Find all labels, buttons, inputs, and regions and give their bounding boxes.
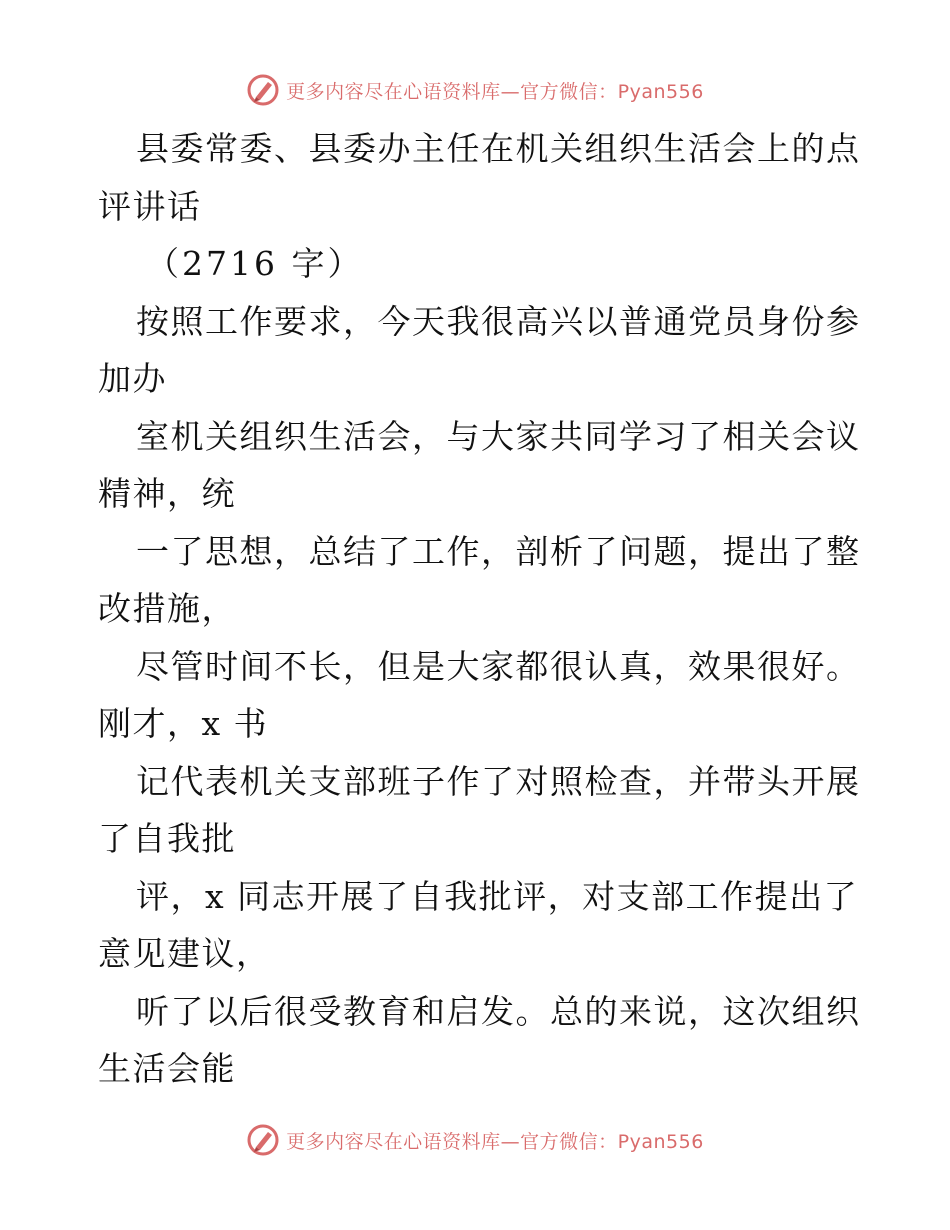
header-banner-label: 更多内容尽在心语资料库—官方微信： [286, 80, 618, 103]
doc-line: 了自我批 [98, 819, 236, 858]
doc-line: 尽管时间不长，但是大家都很认真，效果很好。 [136, 646, 861, 686]
doc-line: 评讲话 [98, 186, 202, 226]
doc-line: 记代表机关支部班子作了对照检查，并带头开展 [136, 761, 861, 801]
doc-line: 意见建议， [98, 934, 271, 973]
pen-logo-icon [246, 1123, 280, 1157]
footer-banner-text [286, 1127, 704, 1154]
doc-line: 听了以后很受教育和启发。总的来说，这次组织 [136, 991, 861, 1031]
doc-line: 加办 [98, 359, 167, 398]
doc-line: 生活会能 [98, 1049, 236, 1088]
footer-banner-label: 更多内容尽在心语资料库—官方微信： [286, 1130, 618, 1153]
doc-line: 改措施， [98, 589, 236, 628]
doc-line: 室机关组织生活会，与大家共同学习了相关会议 [136, 416, 861, 456]
doc-line: 按照工作要求，今天我很高兴以普通党员身份参 [136, 301, 861, 341]
footer-banner [0, 1120, 950, 1160]
pen-logo-icon [246, 73, 280, 107]
doc-line: 一了思想，总结了工作，剖析了问题，提出了整 [136, 531, 861, 571]
header-banner [0, 70, 950, 110]
doc-line: 刚才，x 书 [98, 704, 269, 743]
doc-line: 评，x 同志开展了自我批评，对支部工作提出了 [136, 876, 859, 916]
document-body [98, 120, 861, 1098]
header-banner-text [286, 77, 704, 104]
footer-banner-handle: Pyan556 [617, 1130, 704, 1153]
header-banner-handle: Pyan556 [617, 80, 704, 103]
word-count: （2716 字） [146, 244, 364, 283]
doc-line: 精神，统 [98, 474, 236, 513]
doc-line: 县委常委、县委办主任在机关组织生活会上的点 [136, 129, 861, 168]
